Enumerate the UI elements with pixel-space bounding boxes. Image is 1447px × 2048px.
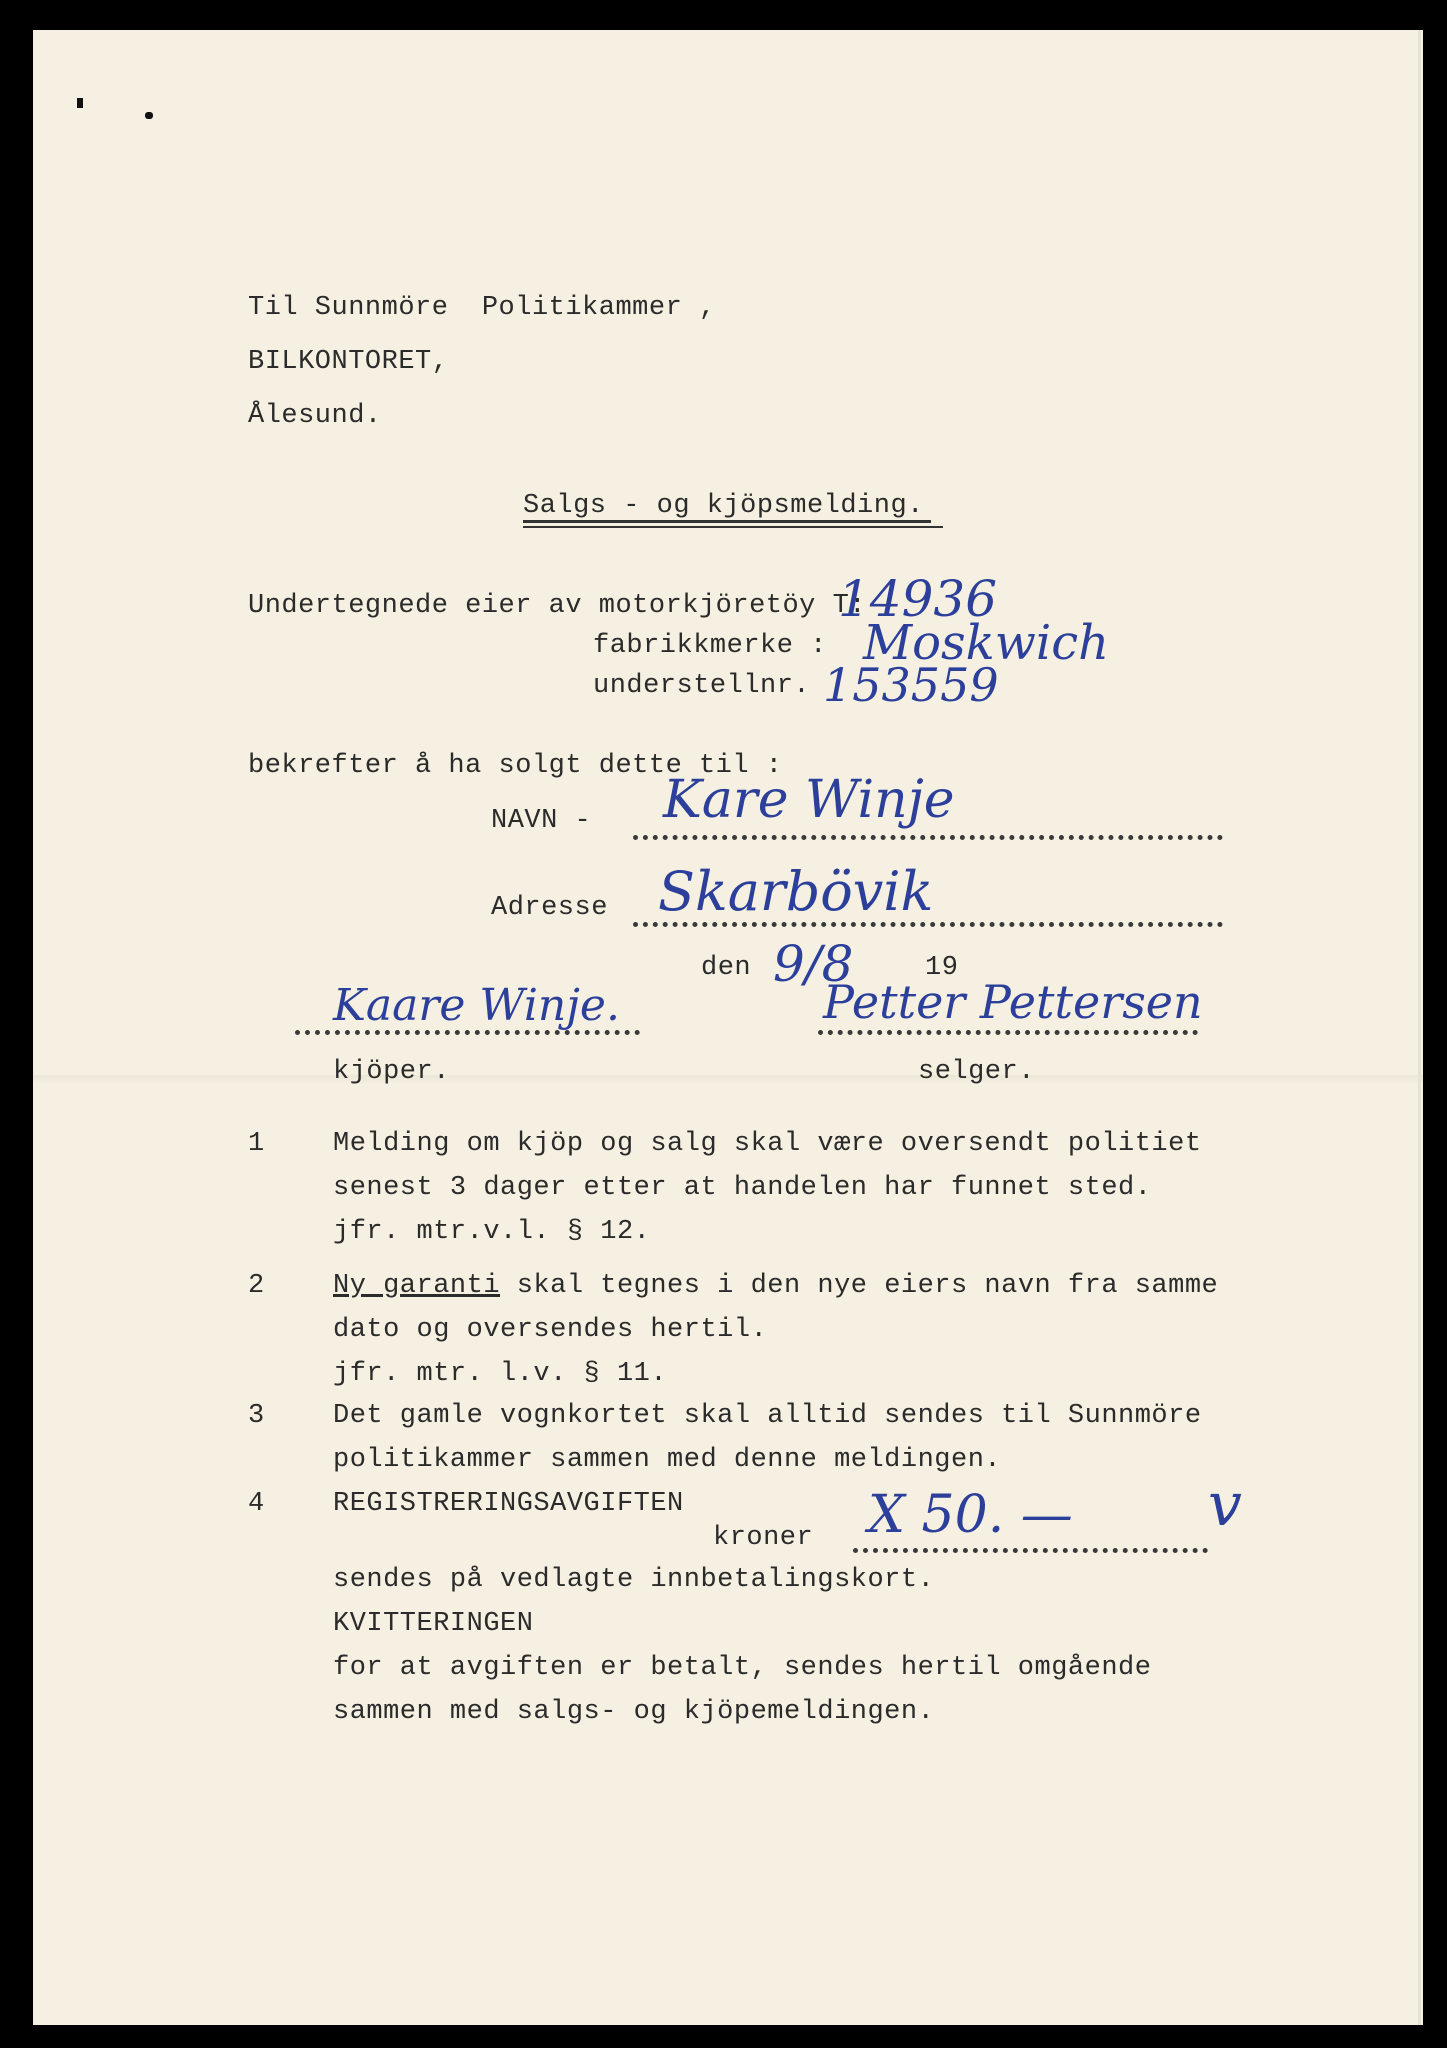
buyer-name-line [633,835,1223,840]
buyer-name-label: NAVN - [491,806,592,836]
buyer-signature: Kaare Winje. [333,980,620,1031]
note-2-underlined: Ny garanti [333,1271,501,1301]
check-mark: v [1208,1470,1242,1540]
note-4-line-1: sendes på vedlagte innbetalingskort. [333,1565,935,1595]
make-label: fabrikkmerke : [593,631,827,661]
note-2-line-2: dato og oversendes hertil. [333,1315,768,1345]
kroner-label: kroner [713,1523,814,1553]
note-4-line-3: for at avgiften er betalt, sendes hertil omgående [333,1653,1152,1683]
note-1-line-3: jfr. mtr.v.l. § 12. [333,1217,651,1247]
note-3-number: 3 [248,1401,265,1431]
note-2-rest: skal tegnes i den nye eiers navn fra samme [500,1271,1219,1301]
note-4-line-4: sammen med salgs- og kjöpemeldingen. [333,1697,935,1727]
note-4-line-2: KVITTERINGEN [333,1609,534,1639]
confirm-label: bekrefter å ha solgt dette til : [248,751,783,781]
note-1-line-2: senest 3 dager etter at handelen har funnet sted. [333,1173,1152,1203]
vehicle-make: Moskwich [863,615,1109,671]
date-prefix: den [701,953,752,983]
buyer-address: Skarbövik [658,860,934,923]
paper-fold [33,1075,1423,1083]
owner-label: Undertegnede eier av motorkjöretöy T: [248,591,866,621]
address-line-1: Til Sunnmöre Politikammer , [248,293,716,323]
title-underline [523,520,931,523]
note-2-number: 2 [248,1271,265,1301]
corner-mark [145,112,153,119]
buyer-name: Kare Winje [663,770,955,830]
seller-signature-line [818,1030,1198,1035]
note-1-line-1: Melding om kjöp og salg skal være oversendt politiet [333,1129,1202,1159]
document-title: Salgs - og kjöpsmelding. [523,491,924,521]
paper-edge [1418,30,1421,2025]
chassis-label: understellnr. [593,671,811,701]
note-4-number: 4 [248,1489,265,1519]
note-4-title: REGISTRERINGSAVGIFTEN [333,1489,684,1519]
registration-number: 14936 [838,570,998,628]
date-value: 9/8 [773,935,854,993]
note-1-number: 1 [248,1129,265,1159]
title-underline-2 [523,526,943,528]
buyer-address-label: Adresse [491,893,608,923]
address-line-2: BILKONTORET, [248,347,449,377]
address-line-3: Ålesund. [248,401,382,431]
kroner-line [853,1548,1208,1553]
note-2-line-3: jfr. mtr. l.v. § 11. [333,1359,668,1389]
chassis-number: 153559 [823,658,999,712]
note-2-line-1 [333,1270,1218,1302]
seller-signature: Petter Pettersen [823,975,1203,1029]
corner-mark [77,98,83,108]
buyer-label: kjöper. [333,1057,450,1087]
seller-label: selger. [918,1057,1035,1087]
document-page [33,30,1423,2025]
note-3-line-2: politikammer sammen med denne meldingen. [333,1445,1002,1475]
year-prefix: 19 [925,953,959,983]
note-3-line-1: Det gamle vognkortet skal alltid sendes til Sunnmöre [333,1401,1202,1431]
fee-amount: X 50. — [868,1485,1073,1545]
